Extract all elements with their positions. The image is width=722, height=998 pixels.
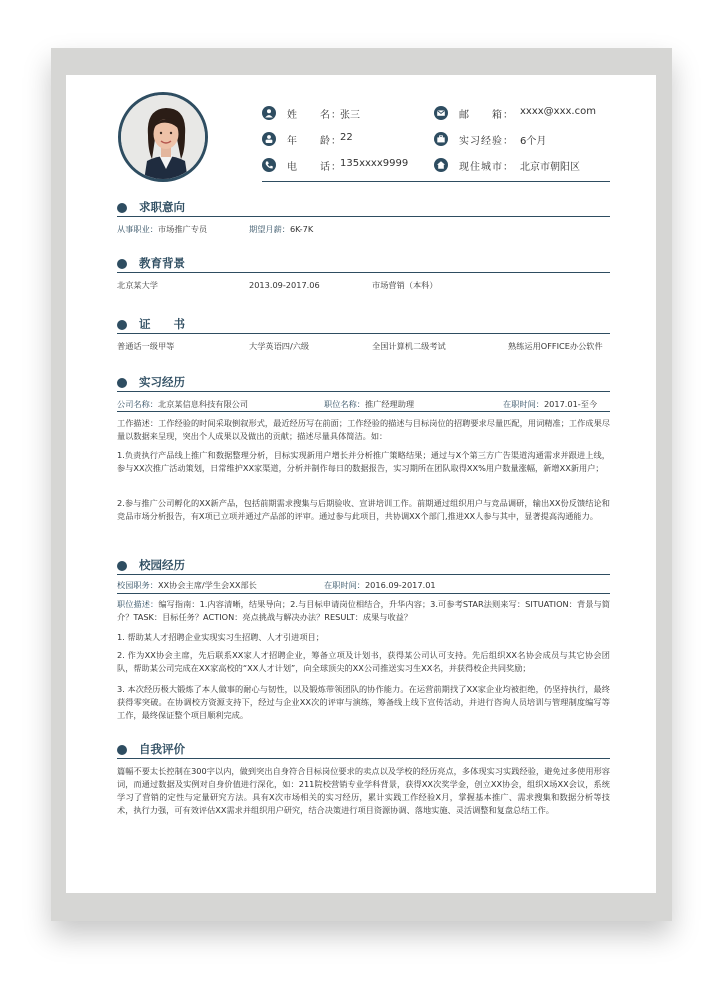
phone-value: 135xxxx9999 [340, 158, 409, 169]
age-label: 年 龄： [287, 136, 342, 147]
section-title: 教育背景 [139, 256, 185, 270]
age-value: 22 [340, 132, 353, 143]
desc-label: 职位描述： [117, 599, 159, 609]
internship-paragraph: 1.负责执行产品线上推广和数据整理分析，目标实现新用户增长并分析推广策略结果；通过与X个第三方广告渠道沟通需求并跟进上线，参与XX次推广活动策划，日常维护XX家渠道，分析并制作每日的数据报告，实习期所在团队取得XX%用户数量涨幅，新增XX新用户； [117, 450, 610, 473]
role-value: XX协会主席/学生会XX部长 [157, 580, 257, 590]
campus-paragraph: 2. 作为XX协会主席，先后联系XX家人才招聘企业，筹备立项及计划书，获得某公司认可支持。先后组织XX名协会成员与其它协会团队，帮助某公司完成在XX家高校的“XX人才计划”，向全球顶尖的XX公司推送实习生XX名，并获得校企共同奖励； [117, 650, 610, 673]
name-label: 姓 名： [287, 110, 342, 121]
section-title: 实习经历 [139, 375, 185, 389]
job-label: 从事职业： [117, 224, 158, 234]
section-bullet-icon [117, 320, 127, 330]
section-bullet-icon [117, 561, 127, 571]
section-certificates-heading [117, 316, 610, 334]
experience-label: 实习经验： [459, 136, 514, 147]
intent-salary [249, 224, 313, 235]
city-value: 北京市朝阳区 [520, 162, 580, 173]
desc-value: 编写指南：1.内容清晰，结果导向；2.与目标申请岗位相结合，升华内容；3.可参考STAR法则来写：SITUATION：背景与简介？TASK：目标任务？ACTION：亮点挑战与解决办法？RESULT：成果与收益？ [117, 599, 610, 622]
mail-icon [434, 106, 448, 120]
section-rule [117, 333, 610, 334]
certificate-item: 普通话一级甲等 [117, 341, 175, 351]
campus-time [324, 580, 436, 591]
role-label: 校园职务： [117, 580, 158, 590]
section-bullet-icon [117, 203, 127, 213]
company-label: 公司名称： [117, 399, 158, 409]
education-major: 市场营销（本科） [372, 280, 438, 290]
position-value: 推广经理助理 [364, 399, 415, 409]
subheading-rule [117, 411, 610, 412]
campus-time-label: 在职时间： [324, 580, 365, 590]
education-period: 2013.09-2017.06 [249, 280, 320, 290]
internship-time-value: 2017.01-至今 [543, 399, 598, 409]
avatar [118, 92, 208, 182]
age-icon [262, 132, 276, 146]
subheading-rule [117, 593, 610, 594]
info-divider [262, 181, 610, 182]
internship-time [503, 399, 597, 410]
city-label: 现住城市： [459, 162, 514, 173]
phone-icon [262, 158, 276, 172]
section-rule [117, 272, 610, 273]
section-rule [117, 391, 610, 392]
section-internship-heading [117, 374, 610, 392]
certificate-item: 大学英语四/六级 [249, 341, 310, 351]
section-title: 自我评价 [139, 742, 185, 756]
salary-value: 6K-7K [289, 224, 314, 234]
salary-label: 期望月薪： [249, 224, 290, 234]
resume-paper [66, 75, 656, 893]
user-icon [262, 106, 276, 120]
campus-paragraph: 1. 帮助某人才招聘企业实现实习生招聘、人才引进项目； [117, 632, 324, 642]
email-value: xxxx@xxx.com [520, 106, 596, 117]
section-title: 求职意向 [139, 200, 185, 214]
section-title: 证 书 [139, 317, 185, 331]
campus-role [117, 580, 257, 591]
intent-job [117, 224, 207, 235]
internship-position [324, 399, 414, 410]
campus-time-value: 2016.09-2017.01 [364, 580, 436, 590]
section-bullet-icon [117, 378, 127, 388]
section-rule [117, 216, 610, 217]
phone-label: 电 话： [287, 162, 342, 173]
portrait-illustration [121, 95, 208, 182]
section-rule [117, 758, 610, 759]
position-label: 职位名称： [324, 399, 365, 409]
self-eval-paragraph: 篇幅不要太长控制在300字以内，做到突出自身符合目标岗位要求的卖点以及学校的经历亮点，多体现实习实践经验，避免过多使用形容词，而通过数据及实例对自身价值进行深化，如：211院校营销专业学科背景，获得XX次奖学金，创立XX协会，组织X场XX会议，系统学习了营销的定性与定量研究方法。具有X次市场相关的实习经历，累计实践工作经验X月，掌握基本推广、需求搜集和数据分析等技术，执行力强，可有效评估XX需求并组织用户研究，结合决策进行项目资源协调、落地实施、灵活调整和复盘总结工作。 [117, 766, 610, 815]
education-school: 北京某大学 [117, 280, 158, 290]
certificate-item: 熟练运用OFFICE办公软件 [508, 341, 603, 351]
section-bullet-icon [117, 259, 127, 269]
internship-time-label: 在职时间： [503, 399, 544, 409]
section-intent-heading [117, 199, 610, 217]
job-value: 市场推广专员 [157, 224, 208, 234]
email-label: 邮 箱： [459, 110, 514, 121]
campus-description [117, 598, 610, 624]
company-value: 北京某信息科技有限公司 [157, 399, 249, 409]
experience-value: 6个月 [520, 136, 547, 147]
certificate-item: 全国计算机二级考试 [372, 341, 446, 351]
section-education-heading [117, 255, 610, 273]
internship-paragraph: 工作描述：工作经验的时间采取倒叙形式，最近经历写在前面；工作经验的描述与目标岗位的招聘要求尽量匹配，用词精准；工作成果尽量以数据来呈现，突出个人成果以及做出的贡献；描述尽量具体简洁。如： [117, 418, 610, 441]
internship-paragraph: 2.参与推广公司孵化的XX新产品，包括前期需求搜集与后期验收、宣讲培训工作。前期通过组织用户与竞品调研，输出XX份反馈结论和竞品市场分析报告，有X项已立项并通过产品部的评审。通过参与此项目，共协调XX个部门,推进XX人参与其中，显著提高沟通能力。 [117, 498, 610, 521]
section-rule [117, 574, 610, 575]
campus-paragraph: 3. 本次经历极大锻炼了本人做事的耐心与韧性，以及锻炼带领团队的协作能力。在运营前期找了XX家企业均被拒绝，仍坚持执行，最终获得零突破。在协调校方资源支持下，经过与企业XX次的评审与演练，筹备线上线下宣传活动，并进行咨询人员培训与管理制度编写等工作，最终保证整个项目顺利完成。 [117, 684, 610, 720]
section-self-eval-heading [117, 741, 610, 759]
name-value: 张三 [340, 110, 360, 121]
home-icon [434, 158, 448, 172]
section-campus-heading [117, 557, 610, 575]
section-title: 校园经历 [139, 558, 185, 572]
briefcase-icon [434, 132, 448, 146]
internship-company [117, 399, 248, 410]
section-bullet-icon [117, 745, 127, 755]
